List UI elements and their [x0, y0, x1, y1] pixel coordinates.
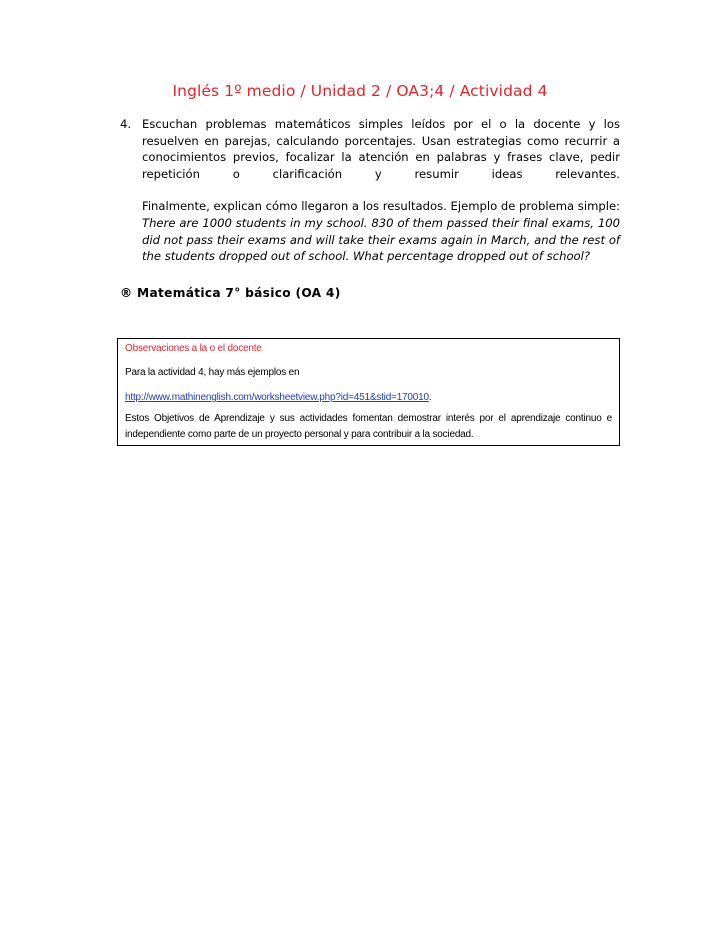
- subject-reference-text: Matemática 7° básico (OA 4): [137, 286, 341, 300]
- observations-title: Observaciones a la o el docente: [125, 343, 262, 354]
- worksheet-link[interactable]: http://www.mathinenglish.com/worksheetview.php?id=451&stid=170010: [125, 392, 429, 403]
- activity-example-problem: There are 1000 students in my school. 830 of them passed their final exams, 100 did not pass their exams and will take their exams again in March, and the rest of the students dropped out of school. What percentage dropped out of school?: [142, 215, 620, 264]
- observations-box: [117, 338, 620, 446]
- activity-paragraph-1: Escuchan problemas matemáticos simples leídos por el o la docente y los resuelven en parejas, calculando porcentajes. Usan estrategias como recurrir a conocimientos previos, focalizar la atención en palabras y frases clave, pedir repetición o clarificación y resumir ideas relevantes.: [142, 117, 620, 181]
- activity-body: [142, 116, 620, 265]
- activity-paragraph-2: [142, 198, 620, 264]
- subject-reference: [120, 286, 341, 300]
- observations-footer: Estos Objetivos de Aprendizaje y sus actividades fomentan demostrar interés por el aprendizaje continuo e independiente como parte de un proyecto personal y para contribuir a la sociedad.: [125, 413, 612, 440]
- observations-link-row: [125, 390, 612, 406]
- page-title: Inglés 1º medio / Unidad 2 / OA3;4 / Actividad 4: [172, 82, 548, 100]
- activity-number: 4.: [120, 117, 132, 131]
- activity-example-intro: Finalmente, explican cómo llegaron a los resultados. Ejemplo de problema simple:: [142, 199, 620, 214]
- activity-item: [120, 116, 620, 265]
- link-suffix: .: [428, 392, 432, 403]
- registered-symbol-icon: ®: [120, 286, 133, 300]
- observations-line: Para la actividad 4, hay más ejemplos en: [125, 367, 300, 378]
